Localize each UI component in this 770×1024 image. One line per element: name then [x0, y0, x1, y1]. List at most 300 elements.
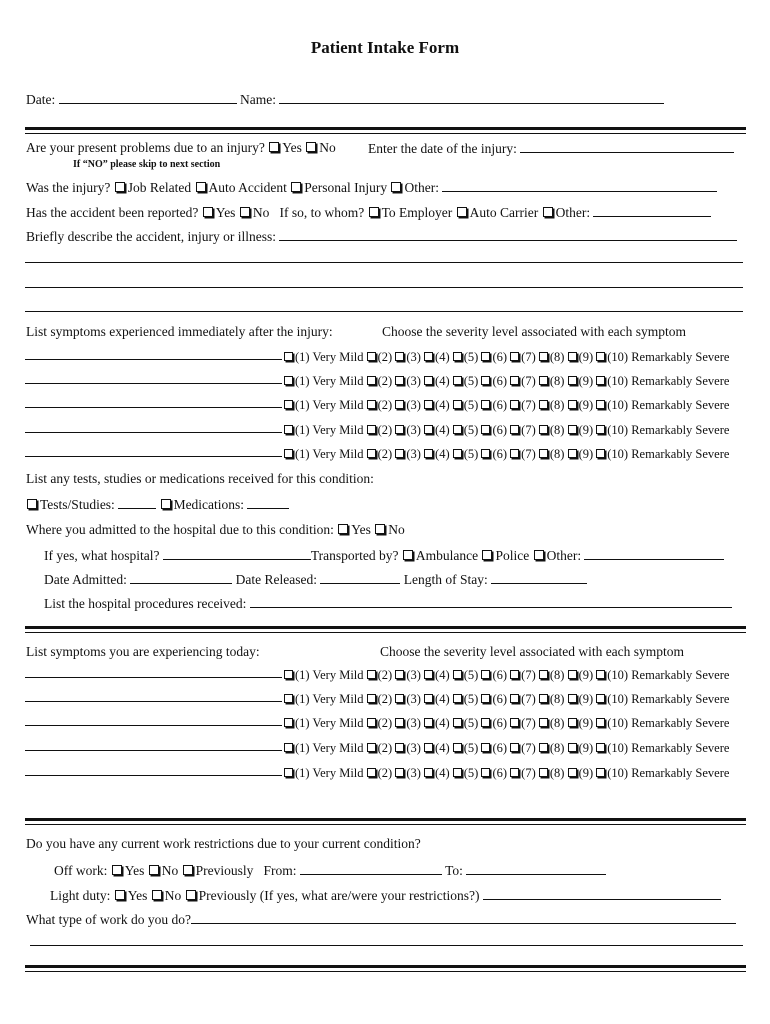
severity-checkbox[interactable]	[481, 694, 490, 703]
severity-option-label: (9)	[578, 766, 594, 780]
severity-checkbox[interactable]	[424, 425, 433, 434]
severity-option-label: (1) Very Mild	[295, 741, 364, 755]
severity-checkbox[interactable]	[453, 400, 462, 409]
injury-no-checkbox[interactable]	[306, 142, 316, 152]
transport-other-checkbox[interactable]	[534, 550, 544, 560]
severity-option-label: (5)	[463, 350, 479, 364]
date-released-field[interactable]	[320, 571, 400, 584]
severity-checkbox[interactable]	[284, 694, 293, 703]
auto-carrier-checkbox[interactable]	[457, 207, 467, 217]
severity-option-label: (3)	[406, 741, 421, 755]
light-duty-no-checkbox[interactable]	[152, 890, 162, 900]
injury-other-field[interactable]	[442, 179, 717, 192]
severity-checkbox[interactable]	[568, 352, 577, 361]
severity-checkbox[interactable]	[453, 449, 462, 458]
severity-option-label: (8)	[549, 692, 565, 706]
severity-option-label: (10) Remarkably Severe	[607, 741, 730, 755]
severity-checkbox[interactable]	[596, 449, 605, 458]
which-hospital-field[interactable]	[163, 547, 311, 560]
symptom-field[interactable]	[25, 701, 282, 702]
severity-checkbox[interactable]	[284, 425, 293, 434]
severity-checkbox[interactable]	[481, 768, 490, 777]
injury-yes-checkbox[interactable]	[269, 142, 279, 152]
severity-checkbox[interactable]	[568, 743, 577, 752]
severity-checkbox[interactable]	[510, 718, 519, 727]
severity-option-label: (6)	[492, 766, 508, 780]
severity-checkbox[interactable]	[453, 718, 462, 727]
severity-checkbox[interactable]	[395, 743, 404, 752]
severity-option-label: (5)	[463, 741, 479, 755]
severity-checkbox[interactable]	[367, 400, 376, 409]
severity-scale	[284, 740, 729, 756]
describe-row	[26, 228, 737, 245]
severity-option-label: (6)	[492, 374, 508, 388]
severity-checkbox[interactable]	[481, 400, 490, 409]
transport-other-label: Other:	[546, 548, 582, 563]
severity-option-label: (7)	[521, 350, 536, 364]
off-work-previously-label: Previously	[195, 863, 254, 878]
severity-option-label: (7)	[521, 374, 536, 388]
to-employer-checkbox[interactable]	[369, 207, 379, 217]
severity-checkbox[interactable]	[367, 425, 376, 434]
severity-option-label: (5)	[463, 766, 479, 780]
reported-row	[26, 204, 711, 221]
severity-checkbox[interactable]	[510, 768, 519, 777]
severity-checkbox[interactable]	[539, 376, 548, 385]
describe-field[interactable]	[279, 228, 737, 241]
to-whom-label: If so, to whom?	[279, 205, 365, 220]
severity-option-label: (3)	[406, 668, 421, 682]
light-duty-previously-label: Previously	[198, 888, 257, 903]
severity-option-label: (7)	[521, 398, 536, 412]
medications-label: Medications:	[173, 497, 245, 512]
severity-option-label: (2)	[377, 716, 393, 730]
severity-option-label: (5)	[463, 447, 479, 461]
severity-checkbox[interactable]	[395, 425, 404, 434]
severity-checkbox[interactable]	[596, 352, 605, 361]
severity-option-label: (1) Very Mild	[295, 350, 364, 364]
off-work-yes-checkbox[interactable]	[112, 865, 122, 875]
reported-yes-checkbox[interactable]	[203, 207, 213, 217]
severity-option-label: (10) Remarkably Severe	[607, 668, 730, 682]
symptom-field[interactable]	[25, 775, 282, 776]
to-label: To:	[445, 863, 463, 878]
severity-option-label: (2)	[377, 692, 393, 706]
severity-option-label: (7)	[521, 668, 536, 682]
severity-option-label: (7)	[521, 423, 536, 437]
severity-option-label: (9)	[578, 398, 594, 412]
tests-label: List any tests, studies or medications received for this condition:	[26, 471, 374, 486]
personal-injury-label: Personal Injury	[304, 180, 388, 195]
symptom-field[interactable]	[25, 750, 282, 751]
severity-checkbox[interactable]	[539, 768, 548, 777]
severity-checkbox[interactable]	[453, 376, 462, 385]
severity-option-label: (4)	[435, 741, 450, 755]
severity-option-label: (1) Very Mild	[295, 692, 364, 706]
injury-date-field[interactable]	[520, 140, 734, 153]
section-divider	[25, 818, 746, 825]
severity-checkbox[interactable]	[284, 400, 293, 409]
tests-studies-checkbox[interactable]	[27, 499, 37, 509]
describe-line[interactable]	[25, 311, 743, 312]
ambulance-label: Ambulance	[415, 548, 479, 563]
severity-checkbox[interactable]	[395, 670, 404, 679]
severity-checkbox[interactable]	[510, 400, 519, 409]
severity-checkbox[interactable]	[424, 352, 433, 361]
severity-option-label: (1) Very Mild	[295, 423, 364, 437]
severity-option-label: (6)	[492, 692, 508, 706]
severity-checkbox[interactable]	[367, 743, 376, 752]
severity-option-label: (1) Very Mild	[295, 447, 364, 461]
hospital-admitted-label: Where you admitted to the hospital due to this condition:	[26, 522, 334, 537]
severity-checkbox[interactable]	[424, 376, 433, 385]
severity-checkbox[interactable]	[424, 670, 433, 679]
severity-checkbox[interactable]	[284, 376, 293, 385]
severity-option-label: (6)	[492, 716, 508, 730]
to-other-label: Other:	[555, 205, 591, 220]
light-duty-label: Light duty:	[50, 888, 111, 903]
severity-option-label: (8)	[549, 398, 565, 412]
severity-checkbox[interactable]	[395, 718, 404, 727]
severity-option-label: (9)	[578, 692, 594, 706]
work-type-line[interactable]	[30, 945, 743, 946]
severity-instruction: Choose the severity level associated with each symptom	[380, 644, 685, 659]
severity-option-label: (10) Remarkably Severe	[607, 423, 730, 437]
tests-studies-field[interactable]	[118, 496, 156, 509]
section-divider	[25, 965, 746, 972]
severity-checkbox[interactable]	[424, 768, 433, 777]
severity-checkbox[interactable]	[481, 718, 490, 727]
hospital-no-checkbox[interactable]	[375, 524, 385, 534]
off-work-previously-checkbox[interactable]	[183, 865, 193, 875]
to-field[interactable]	[466, 862, 606, 875]
which-hospital-label: If yes, what hospital?	[44, 548, 160, 563]
severity-option-label: (10) Remarkably Severe	[607, 766, 730, 780]
name-label: Name:	[240, 92, 276, 107]
to-other-field[interactable]	[593, 204, 711, 217]
severity-option-label: (10) Remarkably Severe	[607, 350, 730, 364]
severity-checkbox[interactable]	[596, 376, 605, 385]
severity-checkbox[interactable]	[367, 768, 376, 777]
severity-checkbox[interactable]	[395, 352, 404, 361]
severity-option-label: (3)	[406, 350, 421, 364]
injury-question-row	[26, 140, 336, 156]
hospital-row	[26, 522, 405, 538]
tests-studies-label: Tests/Studies:	[40, 497, 115, 512]
reported-yes-label: Yes	[215, 205, 236, 220]
severity-checkbox[interactable]	[481, 376, 490, 385]
procedures-field[interactable]	[250, 595, 732, 608]
severity-option-label: (2)	[377, 741, 393, 755]
symptom-field[interactable]	[25, 407, 282, 408]
severity-checkbox[interactable]	[367, 670, 376, 679]
severity-scale	[284, 373, 729, 389]
reported-label: Has the accident been reported?	[26, 205, 199, 220]
to-other-checkbox[interactable]	[543, 207, 553, 217]
date-field[interactable]	[59, 91, 237, 104]
work-type-field[interactable]	[191, 911, 736, 924]
date-released-label: Date Released:	[235, 572, 317, 587]
injury-other-checkbox[interactable]	[391, 182, 401, 192]
severity-option-label: (2)	[377, 398, 393, 412]
severity-checkbox[interactable]	[568, 425, 577, 434]
symptom-field[interactable]	[25, 432, 282, 433]
severity-checkbox[interactable]	[284, 768, 293, 777]
severity-option-label: (1) Very Mild	[295, 668, 364, 682]
severity-checkbox[interactable]	[568, 718, 577, 727]
off-work-no-label: No	[161, 863, 179, 878]
severity-checkbox[interactable]	[539, 718, 548, 727]
severity-option-label: (3)	[406, 766, 421, 780]
procedures-label: List the hospital procedures received:	[44, 596, 247, 611]
describe-line[interactable]	[25, 262, 743, 263]
severity-scale	[284, 715, 729, 731]
injury-date-label: Enter the date of the injury:	[368, 141, 517, 156]
severity-option-label: (6)	[492, 741, 508, 755]
severity-option-label: (3)	[406, 398, 421, 412]
severity-checkbox[interactable]	[539, 425, 548, 434]
severity-option-label: (7)	[521, 692, 536, 706]
severity-checkbox[interactable]	[367, 718, 376, 727]
personal-injury-checkbox[interactable]	[291, 182, 301, 192]
severity-checkbox[interactable]	[424, 449, 433, 458]
severity-option-label: (9)	[578, 716, 594, 730]
symptom-field[interactable]	[25, 456, 282, 457]
severity-checkbox[interactable]	[395, 694, 404, 703]
severity-option-label: (8)	[549, 668, 565, 682]
severity-checkbox[interactable]	[596, 400, 605, 409]
tests-row	[26, 496, 289, 513]
to-employer-label: To Employer	[381, 205, 453, 220]
severity-checkbox[interactable]	[367, 376, 376, 385]
severity-checkbox[interactable]	[539, 449, 548, 458]
light-duty-yes-label: Yes	[127, 888, 148, 903]
ambulance-checkbox[interactable]	[403, 550, 413, 560]
severity-option-label: (4)	[435, 374, 450, 388]
light-duty-no-label: No	[164, 888, 182, 903]
severity-option-label: (8)	[549, 447, 565, 461]
severity-option-label: (4)	[435, 447, 450, 461]
length-of-stay-label: Length of Stay:	[403, 572, 488, 587]
severity-checkbox[interactable]	[481, 670, 490, 679]
severity-option-label: (4)	[435, 423, 450, 437]
severity-checkbox[interactable]	[284, 449, 293, 458]
severity-option-label: (4)	[435, 692, 450, 706]
light-duty-yes-checkbox[interactable]	[115, 890, 125, 900]
severity-checkbox[interactable]	[510, 694, 519, 703]
severity-option-label: (2)	[377, 447, 393, 461]
from-label: From:	[263, 863, 297, 878]
work-type-label: What type of work do you do?	[26, 912, 191, 927]
severity-option-label: (9)	[578, 668, 594, 682]
severity-checkbox[interactable]	[596, 768, 605, 777]
severity-option-label: (5)	[463, 374, 479, 388]
severity-checkbox[interactable]	[596, 694, 605, 703]
injury-type-row	[26, 179, 717, 196]
severity-checkbox[interactable]	[453, 743, 462, 752]
hospital-yes-checkbox[interactable]	[338, 524, 348, 534]
severity-option-label: (9)	[578, 741, 594, 755]
severity-checkbox[interactable]	[539, 400, 548, 409]
injury-date-row	[368, 140, 734, 157]
off-work-label: Off work:	[54, 863, 108, 878]
severity-option-label: (6)	[492, 668, 508, 682]
severity-scale	[284, 667, 729, 683]
severity-checkbox[interactable]	[395, 768, 404, 777]
severity-option-label: (10) Remarkably Severe	[607, 692, 730, 706]
severity-option-label: (6)	[492, 350, 508, 364]
medications-field[interactable]	[247, 496, 289, 509]
severity-checkbox[interactable]	[568, 400, 577, 409]
date-name-row	[26, 91, 664, 108]
symptom-field[interactable]	[25, 677, 282, 678]
severity-checkbox[interactable]	[539, 352, 548, 361]
severity-checkbox[interactable]	[510, 670, 519, 679]
severity-option-label: (4)	[435, 398, 450, 412]
severity-option-label: (5)	[463, 716, 479, 730]
severity-option-label: (5)	[463, 398, 479, 412]
which-hospital-row	[44, 547, 724, 564]
severity-instruction: Choose the severity level associated with each symptom	[382, 324, 687, 339]
severity-option-label: (1) Very Mild	[295, 716, 364, 730]
severity-option-label: (6)	[492, 423, 508, 437]
severity-checkbox[interactable]	[510, 376, 519, 385]
symptom-field[interactable]	[25, 383, 282, 384]
severity-checkbox[interactable]	[539, 670, 548, 679]
severity-checkbox[interactable]	[596, 718, 605, 727]
severity-checkbox[interactable]	[367, 449, 376, 458]
severity-checkbox[interactable]	[367, 694, 376, 703]
severity-checkbox[interactable]	[424, 743, 433, 752]
severity-checkbox[interactable]	[568, 449, 577, 458]
severity-checkbox[interactable]	[395, 449, 404, 458]
injury-other-label: Other:	[404, 180, 439, 195]
severity-checkbox[interactable]	[596, 670, 605, 679]
reported-no-label: No	[252, 205, 270, 220]
severity-option-label: (2)	[377, 374, 393, 388]
severity-checkbox[interactable]	[424, 718, 433, 727]
severity-checkbox[interactable]	[481, 425, 490, 434]
severity-scale	[284, 349, 729, 365]
severity-option-label: (4)	[435, 350, 450, 364]
severity-option-label: (8)	[549, 350, 565, 364]
severity-option-label: (1) Very Mild	[295, 766, 364, 780]
severity-option-label: (4)	[435, 766, 450, 780]
severity-option-label: (10) Remarkably Severe	[607, 716, 730, 730]
symptom-field[interactable]	[25, 725, 282, 726]
medications-checkbox[interactable]	[161, 499, 171, 509]
severity-checkbox[interactable]	[568, 768, 577, 777]
severity-checkbox[interactable]	[481, 743, 490, 752]
admission-dates-row	[44, 571, 587, 588]
severity-checkbox[interactable]	[568, 694, 577, 703]
injury-yes-label: Yes	[282, 140, 302, 155]
off-work-yes-label: Yes	[124, 863, 145, 878]
transport-other-field[interactable]	[584, 547, 724, 560]
severity-checkbox[interactable]	[510, 449, 519, 458]
job-related-checkbox[interactable]	[115, 182, 125, 192]
severity-option-label: (9)	[578, 374, 594, 388]
severity-checkbox[interactable]	[424, 694, 433, 703]
symptoms-after-label: List symptoms experienced immediately after the injury:	[26, 324, 333, 339]
severity-checkbox[interactable]	[453, 694, 462, 703]
severity-option-label: (5)	[463, 423, 479, 437]
severity-option-label: (7)	[521, 716, 536, 730]
work-type-row	[26, 911, 736, 928]
severity-checkbox[interactable]	[510, 743, 519, 752]
off-work-no-checkbox[interactable]	[149, 865, 159, 875]
auto-accident-checkbox[interactable]	[196, 182, 206, 192]
severity-option-label: (9)	[578, 350, 594, 364]
severity-option-label: (8)	[549, 741, 565, 755]
severity-checkbox[interactable]	[453, 352, 462, 361]
section-divider	[25, 626, 746, 633]
severity-checkbox[interactable]	[453, 670, 462, 679]
severity-option-label: (3)	[406, 447, 421, 461]
severity-checkbox[interactable]	[424, 400, 433, 409]
severity-scale	[284, 446, 729, 462]
severity-checkbox[interactable]	[284, 743, 293, 752]
describe-line[interactable]	[25, 287, 743, 288]
severity-checkbox[interactable]	[395, 400, 404, 409]
length-of-stay-field[interactable]	[491, 571, 587, 584]
date-admitted-field[interactable]	[130, 571, 232, 584]
severity-option-label: (3)	[406, 692, 421, 706]
severity-checkbox[interactable]	[284, 352, 293, 361]
severity-option-label: (10) Remarkably Severe	[607, 447, 730, 461]
page-title: Patient Intake Form	[310, 38, 460, 57]
severity-checkbox[interactable]	[481, 352, 490, 361]
severity-checkbox[interactable]	[453, 425, 462, 434]
severity-checkbox[interactable]	[481, 449, 490, 458]
severity-checkbox[interactable]	[284, 718, 293, 727]
severity-checkbox[interactable]	[596, 425, 605, 434]
severity-option-label: (7)	[521, 766, 536, 780]
job-related-label: Job Related	[127, 180, 192, 195]
severity-option-label: (1) Very Mild	[295, 398, 364, 412]
section-divider	[25, 127, 746, 134]
severity-option-label: (3)	[406, 716, 421, 730]
severity-checkbox[interactable]	[510, 425, 519, 434]
date-label: Date:	[26, 92, 56, 107]
hospital-yes-label: Yes	[351, 522, 371, 537]
light-duty-previously-checkbox[interactable]	[186, 890, 196, 900]
severity-checkbox[interactable]	[568, 376, 577, 385]
severity-checkbox[interactable]	[395, 376, 404, 385]
symptom-field[interactable]	[25, 359, 282, 360]
severity-option-label: (5)	[463, 692, 479, 706]
severity-option-label: (10) Remarkably Severe	[607, 374, 730, 388]
severity-checkbox[interactable]	[284, 670, 293, 679]
severity-option-label: (8)	[549, 423, 565, 437]
name-field[interactable]	[279, 91, 664, 104]
reported-no-checkbox[interactable]	[240, 207, 250, 217]
from-field[interactable]	[300, 862, 442, 875]
severity-checkbox[interactable]	[596, 743, 605, 752]
severity-checkbox[interactable]	[453, 768, 462, 777]
severity-checkbox[interactable]	[539, 694, 548, 703]
severity-option-label: (2)	[377, 350, 393, 364]
severity-checkbox[interactable]	[510, 352, 519, 361]
severity-scale	[284, 765, 729, 781]
restrictions-field[interactable]	[483, 887, 721, 900]
off-work-row	[54, 862, 606, 879]
severity-checkbox[interactable]	[367, 352, 376, 361]
police-checkbox[interactable]	[482, 550, 492, 560]
symptoms-today-label: List symptoms you are experiencing today:	[26, 644, 260, 659]
severity-checkbox[interactable]	[568, 670, 577, 679]
severity-checkbox[interactable]	[539, 743, 548, 752]
